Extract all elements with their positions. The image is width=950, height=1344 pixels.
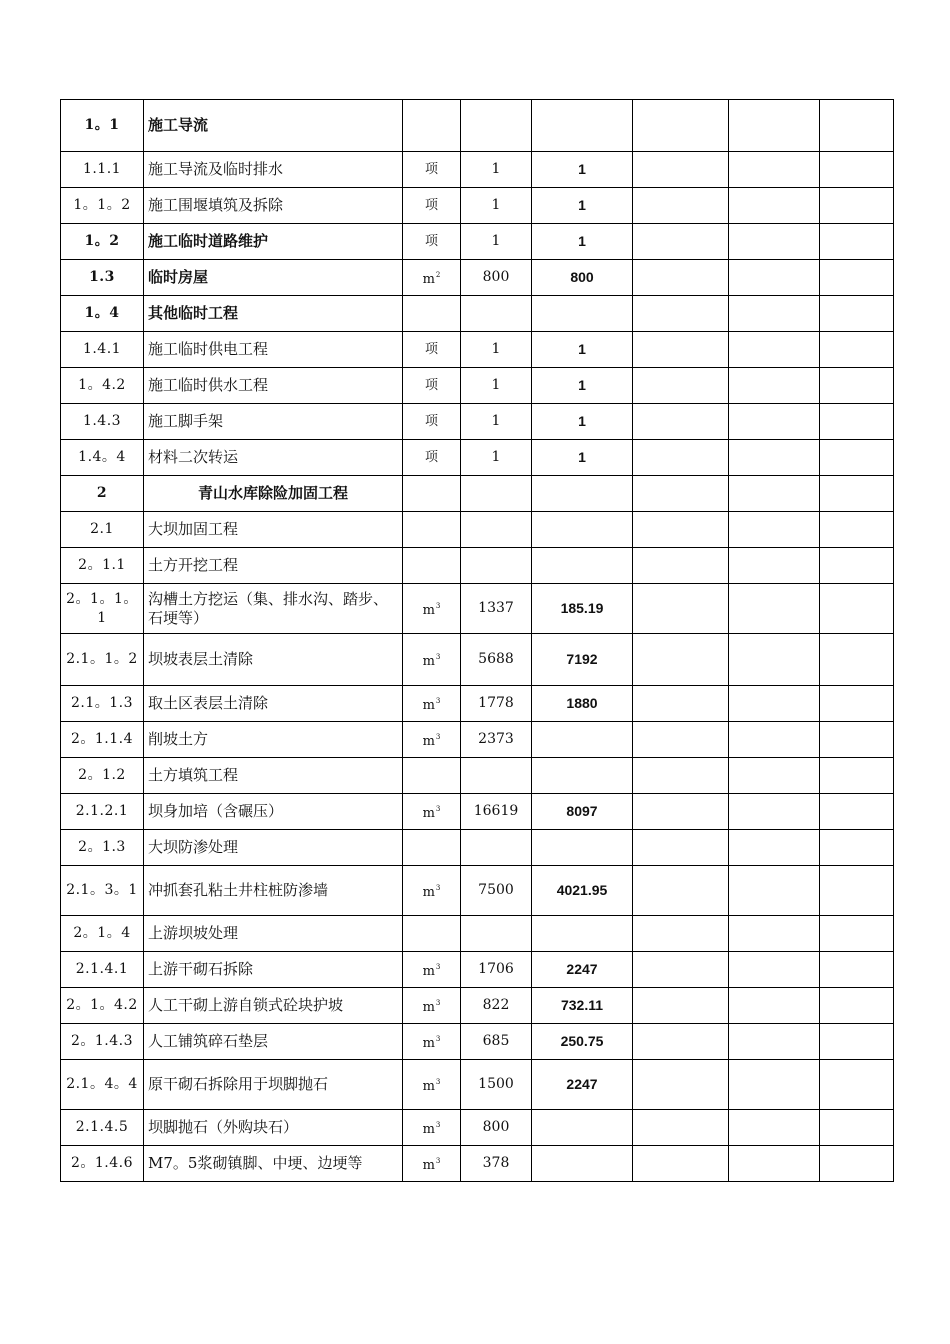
design-quantity-cell	[461, 296, 532, 332]
empty-cell	[820, 830, 894, 866]
item-number-cell: 2.1.2.1	[61, 794, 144, 830]
empty-cell	[729, 952, 820, 988]
item-name-cell: 坝身加培（含碾压）	[144, 794, 403, 830]
unit-cell	[403, 722, 461, 758]
empty-cell	[820, 1146, 894, 1182]
empty-cell	[633, 722, 729, 758]
unit-label: $m^3$	[422, 805, 441, 821]
unit-label: $m^3$	[422, 1078, 441, 1094]
actual-quantity-cell	[532, 758, 633, 794]
empty-cell	[633, 758, 729, 794]
empty-cell	[729, 404, 820, 440]
empty-cell	[633, 1024, 729, 1060]
item-name-cell: 上游坝坡处理	[144, 916, 403, 952]
empty-cell	[820, 404, 894, 440]
empty-cell	[820, 368, 894, 404]
empty-cell	[729, 152, 820, 188]
design-quantity-cell: 1	[461, 332, 532, 368]
unit-cell: 项	[403, 188, 461, 224]
empty-cell	[820, 548, 894, 584]
design-quantity-cell: 1	[461, 440, 532, 476]
table-row	[61, 548, 894, 584]
empty-cell	[633, 794, 729, 830]
unit-label: $m^3$	[422, 963, 441, 979]
item-name-cell: 大坝加固工程	[144, 512, 403, 548]
unit-cell	[403, 1024, 461, 1060]
empty-cell	[820, 512, 894, 548]
item-number-cell: 1。4	[61, 296, 144, 332]
unit-cell	[403, 584, 461, 634]
table-row	[61, 1146, 894, 1182]
unit-cell	[403, 916, 461, 952]
empty-cell	[729, 100, 820, 152]
unit-label: $m^3$	[422, 884, 441, 900]
empty-cell	[633, 916, 729, 952]
design-quantity-cell: 1337	[461, 584, 532, 634]
table-body	[61, 100, 894, 1182]
actual-quantity-cell: 8097	[532, 794, 633, 830]
design-quantity-cell: 1	[461, 368, 532, 404]
table-row	[61, 794, 894, 830]
unit-label: $m^3$	[422, 1035, 441, 1051]
item-name-cell: 沟槽土方挖运（集、排水沟、踏步、石埂等）	[144, 584, 403, 634]
item-name-cell: 冲抓套孔粘土井柱桩防渗墙	[144, 866, 403, 916]
empty-cell	[729, 866, 820, 916]
actual-quantity-cell: 1	[532, 440, 633, 476]
empty-cell	[820, 952, 894, 988]
design-quantity-cell: 1706	[461, 952, 532, 988]
item-name-cell: 取土区表层土清除	[144, 686, 403, 722]
actual-quantity-cell: 7192	[532, 634, 633, 686]
item-number-cell: 2。1.2	[61, 758, 144, 794]
item-number-cell: 2。1.3	[61, 830, 144, 866]
empty-cell	[820, 916, 894, 952]
empty-cell	[729, 584, 820, 634]
item-number-cell: 2。1。1。1	[61, 584, 144, 634]
empty-cell	[820, 584, 894, 634]
actual-quantity-cell	[532, 476, 633, 512]
item-number-cell: 2。1。4	[61, 916, 144, 952]
item-number-cell: 1.3	[61, 260, 144, 296]
empty-cell	[729, 1024, 820, 1060]
design-quantity-cell: 5688	[461, 634, 532, 686]
empty-cell	[820, 332, 894, 368]
design-quantity-cell	[461, 476, 532, 512]
item-name-cell: 施工临时供水工程	[144, 368, 403, 404]
unit-cell: 项	[403, 368, 461, 404]
actual-quantity-cell: 1	[532, 332, 633, 368]
table-row	[61, 224, 894, 260]
item-name-cell: 坝脚抛石（外购块石）	[144, 1110, 403, 1146]
empty-cell	[729, 794, 820, 830]
actual-quantity-cell: 1	[532, 404, 633, 440]
empty-cell	[729, 634, 820, 686]
design-quantity-cell: 1	[461, 404, 532, 440]
empty-cell	[729, 296, 820, 332]
empty-cell	[633, 440, 729, 476]
design-quantity-cell	[461, 100, 532, 152]
actual-quantity-cell: 1880	[532, 686, 633, 722]
empty-cell	[633, 332, 729, 368]
item-number-cell: 1。2	[61, 224, 144, 260]
empty-cell	[820, 224, 894, 260]
unit-label: $m^3$	[422, 733, 441, 749]
unit-cell: 项	[403, 404, 461, 440]
item-number-cell: 2	[61, 476, 144, 512]
item-name-cell: 人工铺筑碎石垫层	[144, 1024, 403, 1060]
unit-cell	[403, 866, 461, 916]
empty-cell	[820, 634, 894, 686]
empty-cell	[633, 830, 729, 866]
item-name-cell: 大坝防渗处理	[144, 830, 403, 866]
actual-quantity-cell: 1	[532, 368, 633, 404]
actual-quantity-cell	[532, 1146, 633, 1182]
item-number-cell: 1。1。2	[61, 188, 144, 224]
unit-cell	[403, 952, 461, 988]
design-quantity-cell: 16619	[461, 794, 532, 830]
item-number-cell: 2.1.4.1	[61, 952, 144, 988]
table-row	[61, 440, 894, 476]
item-name-cell: 其他临时工程	[144, 296, 403, 332]
empty-cell	[820, 476, 894, 512]
empty-cell	[729, 440, 820, 476]
unit-cell	[403, 548, 461, 584]
empty-cell	[633, 100, 729, 152]
item-number-cell: 2.1。1。2	[61, 634, 144, 686]
table-row	[61, 152, 894, 188]
item-name-cell: 施工导流	[144, 100, 403, 152]
empty-cell	[633, 368, 729, 404]
empty-cell	[729, 830, 820, 866]
empty-cell	[729, 758, 820, 794]
unit-cell	[403, 1060, 461, 1110]
item-number-cell: 2。1。4.2	[61, 988, 144, 1024]
empty-cell	[633, 476, 729, 512]
design-quantity-cell: 7500	[461, 866, 532, 916]
empty-cell	[820, 100, 894, 152]
actual-quantity-cell: 250.75	[532, 1024, 633, 1060]
unit-cell	[403, 988, 461, 1024]
actual-quantity-cell: 1	[532, 224, 633, 260]
table-row	[61, 332, 894, 368]
table-row	[61, 952, 894, 988]
actual-quantity-cell	[532, 548, 633, 584]
unit-cell: 项	[403, 440, 461, 476]
item-number-cell: 1.1.1	[61, 152, 144, 188]
actual-quantity-cell: 2247	[532, 952, 633, 988]
empty-cell	[729, 1110, 820, 1146]
unit-cell: 项	[403, 152, 461, 188]
actual-quantity-cell: 732.11	[532, 988, 633, 1024]
design-quantity-cell	[461, 758, 532, 794]
empty-cell	[820, 1060, 894, 1110]
design-quantity-cell: 822	[461, 988, 532, 1024]
table-row	[61, 188, 894, 224]
unit-cell	[403, 634, 461, 686]
design-quantity-cell: 800	[461, 1110, 532, 1146]
table-row	[61, 404, 894, 440]
item-name-cell: 原干砌石拆除用于坝脚抛石	[144, 1060, 403, 1110]
empty-cell	[820, 1024, 894, 1060]
item-number-cell: 2。1.4.6	[61, 1146, 144, 1182]
table-row	[61, 260, 894, 296]
item-number-cell: 1.4。4	[61, 440, 144, 476]
item-name-cell: 材料二次转运	[144, 440, 403, 476]
empty-cell	[820, 1110, 894, 1146]
unit-label: $m^3$	[422, 1157, 441, 1173]
unit-cell	[403, 1110, 461, 1146]
actual-quantity-cell: 1	[532, 188, 633, 224]
unit-cell	[403, 100, 461, 152]
empty-cell	[633, 224, 729, 260]
empty-cell	[729, 1146, 820, 1182]
empty-cell	[633, 1110, 729, 1146]
table-row	[61, 686, 894, 722]
item-number-cell: 2.1。4。4	[61, 1060, 144, 1110]
empty-cell	[633, 296, 729, 332]
unit-cell	[403, 794, 461, 830]
actual-quantity-cell	[532, 916, 633, 952]
item-number-cell: 1.4.1	[61, 332, 144, 368]
empty-cell	[820, 188, 894, 224]
table-row	[61, 476, 894, 512]
table-row	[61, 634, 894, 686]
item-number-cell: 2。1.1	[61, 548, 144, 584]
empty-cell	[820, 152, 894, 188]
item-name-cell: 施工临时道路维护	[144, 224, 403, 260]
table-row	[61, 830, 894, 866]
actual-quantity-cell	[532, 512, 633, 548]
design-quantity-cell	[461, 916, 532, 952]
item-number-cell: 1.4.3	[61, 404, 144, 440]
empty-cell	[729, 686, 820, 722]
table-row	[61, 866, 894, 916]
item-name-cell: 临时房屋	[144, 260, 403, 296]
actual-quantity-cell	[532, 722, 633, 758]
empty-cell	[729, 512, 820, 548]
empty-cell	[820, 722, 894, 758]
unit-label: $m^3$	[422, 1121, 441, 1137]
empty-cell	[633, 634, 729, 686]
item-number-cell: 1。4.2	[61, 368, 144, 404]
actual-quantity-cell: 185.19	[532, 584, 633, 634]
empty-cell	[729, 368, 820, 404]
design-quantity-cell	[461, 548, 532, 584]
item-name-cell: 土方填筑工程	[144, 758, 403, 794]
unit-label: $m^3$	[422, 602, 441, 618]
item-number-cell: 2。1.1.4	[61, 722, 144, 758]
empty-cell	[633, 152, 729, 188]
empty-cell	[633, 952, 729, 988]
empty-cell	[820, 866, 894, 916]
empty-cell	[729, 188, 820, 224]
item-name-cell: 青山水库除险加固工程	[144, 476, 403, 512]
empty-cell	[729, 988, 820, 1024]
actual-quantity-cell: 2247	[532, 1060, 633, 1110]
actual-quantity-cell	[532, 100, 633, 152]
empty-cell	[729, 224, 820, 260]
design-quantity-cell	[461, 512, 532, 548]
actual-quantity-cell: 800	[532, 260, 633, 296]
empty-cell	[729, 722, 820, 758]
table-row	[61, 296, 894, 332]
actual-quantity-cell: 4021.95	[532, 866, 633, 916]
quantity-table	[60, 99, 894, 1182]
design-quantity-cell: 1	[461, 188, 532, 224]
unit-cell	[403, 296, 461, 332]
item-name-cell: 施工脚手架	[144, 404, 403, 440]
unit-cell	[403, 758, 461, 794]
table-row	[61, 584, 894, 634]
design-quantity-cell: 800	[461, 260, 532, 296]
item-name-cell: 削坡土方	[144, 722, 403, 758]
actual-quantity-cell	[532, 1110, 633, 1146]
design-quantity-cell: 378	[461, 1146, 532, 1182]
table-row	[61, 100, 894, 152]
unit-cell	[403, 830, 461, 866]
design-quantity-cell	[461, 830, 532, 866]
table-row	[61, 368, 894, 404]
table-row	[61, 1060, 894, 1110]
unit-label: $m^2$	[422, 271, 441, 287]
unit-cell: 项	[403, 224, 461, 260]
empty-cell	[729, 1060, 820, 1110]
empty-cell	[633, 584, 729, 634]
empty-cell	[820, 260, 894, 296]
empty-cell	[729, 476, 820, 512]
unit-label: $m^3$	[422, 999, 441, 1015]
actual-quantity-cell	[532, 830, 633, 866]
item-number-cell: 2。1.4.3	[61, 1024, 144, 1060]
empty-cell	[633, 686, 729, 722]
empty-cell	[820, 758, 894, 794]
item-number-cell: 2.1。3。1	[61, 866, 144, 916]
design-quantity-cell: 1778	[461, 686, 532, 722]
empty-cell	[633, 512, 729, 548]
item-name-cell: 施工围堰填筑及拆除	[144, 188, 403, 224]
unit-cell	[403, 512, 461, 548]
table-row	[61, 758, 894, 794]
item-number-cell: 2.1.4.5	[61, 1110, 144, 1146]
unit-cell	[403, 686, 461, 722]
design-quantity-cell: 685	[461, 1024, 532, 1060]
table-row	[61, 722, 894, 758]
item-number-cell: 2.1。1.3	[61, 686, 144, 722]
table-row	[61, 916, 894, 952]
empty-cell	[820, 988, 894, 1024]
empty-cell	[633, 866, 729, 916]
item-name-cell: 施工导流及临时排水	[144, 152, 403, 188]
empty-cell	[633, 548, 729, 584]
empty-cell	[633, 188, 729, 224]
unit-cell: 项	[403, 332, 461, 368]
empty-cell	[633, 988, 729, 1024]
table-row	[61, 988, 894, 1024]
empty-cell	[820, 794, 894, 830]
item-name-cell: M7。5浆砌镇脚、中埂、边埂等	[144, 1146, 403, 1182]
unit-cell	[403, 476, 461, 512]
empty-cell	[820, 440, 894, 476]
design-quantity-cell: 2373	[461, 722, 532, 758]
design-quantity-cell: 1500	[461, 1060, 532, 1110]
item-name-cell: 土方开挖工程	[144, 548, 403, 584]
empty-cell	[633, 1060, 729, 1110]
unit-label: $m^3$	[422, 697, 441, 713]
table-row	[61, 1110, 894, 1146]
item-name-cell: 上游干砌石拆除	[144, 952, 403, 988]
table-row	[61, 512, 894, 548]
empty-cell	[729, 548, 820, 584]
unit-cell	[403, 260, 461, 296]
item-name-cell: 坝坡表层土清除	[144, 634, 403, 686]
empty-cell	[633, 1146, 729, 1182]
actual-quantity-cell	[532, 296, 633, 332]
design-quantity-cell: 1	[461, 152, 532, 188]
empty-cell	[633, 404, 729, 440]
item-name-cell: 施工临时供电工程	[144, 332, 403, 368]
unit-cell	[403, 1146, 461, 1182]
empty-cell	[633, 260, 729, 296]
empty-cell	[820, 296, 894, 332]
empty-cell	[729, 332, 820, 368]
table-row	[61, 1024, 894, 1060]
empty-cell	[729, 260, 820, 296]
item-name-cell: 人工干砌上游自锁式砼块护坡	[144, 988, 403, 1024]
actual-quantity-cell: 1	[532, 152, 633, 188]
unit-label: $m^3$	[422, 653, 441, 669]
item-number-cell: 2.1	[61, 512, 144, 548]
item-number-cell: 1。1	[61, 100, 144, 152]
empty-cell	[820, 686, 894, 722]
empty-cell	[729, 916, 820, 952]
design-quantity-cell: 1	[461, 224, 532, 260]
